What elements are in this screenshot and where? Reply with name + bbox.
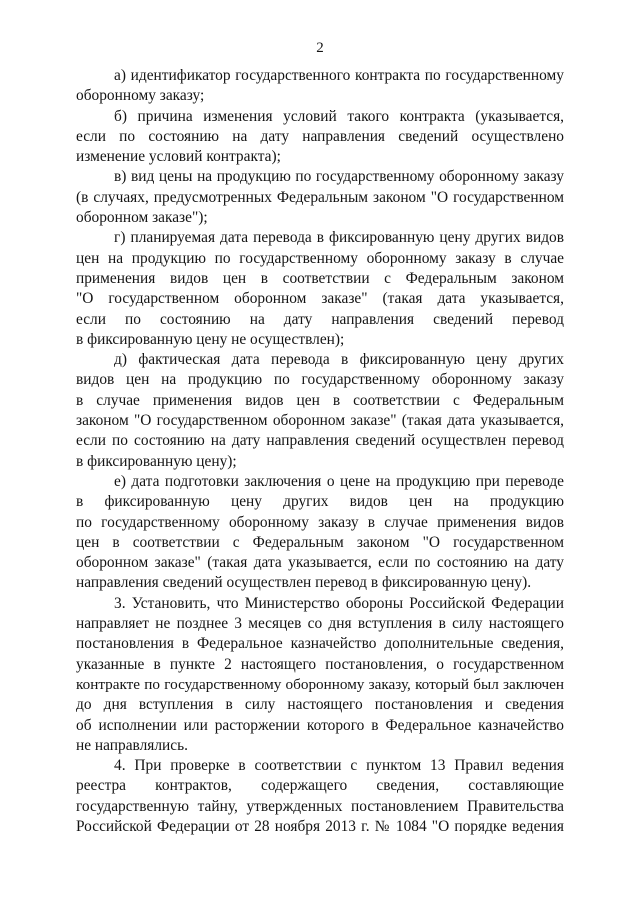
text-line: до дня вступления в силу настоящего постановления и сведения [76,696,564,714]
text-line: направляет не позднее 3 месяцев со дня вступления в силу настоящего [76,615,564,633]
text-line: д) фактическая дата перевода в фиксированную цену других [114,351,564,369]
text-line: указанные в пункте 2 настоящего постановления, о государственном [76,655,564,673]
text-line: оборонном заказе" (такая дата указывается, если по состоянию на дату [76,554,564,572]
paragraph-item-g [76,228,564,350]
paragraph-item-a [76,66,564,107]
paragraph-3 [76,594,564,756]
text-line: в случае применения видов цен в соответствии с Федеральным [76,391,564,409]
text-line: 3. Установить, что Министерство обороны Российской Федерации [114,594,564,612]
text-line: применения видов цен в соответствии с Федеральным законом [76,269,564,287]
text-line: оборонном заказе"); [76,209,208,227]
text-line: б) причина изменения условий такого контракта (указывается, [114,107,564,125]
text-line: е) дата подготовки заключения о цене на продукцию при переводе [114,472,564,490]
text-line: в фиксированную цену других видов цен на продукцию [76,493,564,511]
text-line: реестра контрактов, содержащего сведения, составляющие [76,777,564,795]
text-line: в) вид цены на продукцию по государственному оборонному заказу [114,168,564,186]
text-line: (в случаях, предусмотренных Федеральным законом "О государственном [76,188,564,206]
document-body [76,66,564,837]
paragraph-item-d [76,350,564,472]
text-line: об исполнении или расторжении которого в Федеральное казначейство [76,716,564,734]
text-line: если по состоянию на дату направления сведений осуществлен перевод [76,432,564,450]
text-line: Российской Федерации от 28 ноября 2013 г. № 1084 "О порядке ведения [76,817,564,835]
page-number: 2 [316,40,324,56]
text-line: видов цен на продукцию по государственному оборонному заказу [76,371,564,389]
text-line: постановления в Федеральное казначейство дополнительные сведения, [76,635,564,653]
paragraph-item-b [76,107,564,168]
paragraph-item-e [76,472,564,594]
text-line: если по состоянию на дату направления сведений осуществлено [76,127,564,145]
text-line: "О государственном оборонном заказе" (такая дата указывается, [76,290,564,308]
text-line: если по состоянию на дату направления сведений перевод [76,310,564,328]
text-line: цен в соответствии с Федеральным законом "О государственном [76,533,564,551]
text-line: по государственному оборонному заказу в случае применения видов [76,513,564,531]
text-line: контракте по государственному оборонному заказу, который был заключен [76,675,564,693]
text-line: направления сведений осуществлен перевод в фиксированную цену). [76,574,532,592]
text-line: оборонному заказу; [76,87,205,105]
text-line: не направлялись. [76,736,188,754]
text-line: законом "О государственном оборонном заказе" (такая дата указывается, [76,412,564,430]
text-line: изменение условий контракта); [76,148,281,166]
text-line: в фиксированную цену не осуществлен); [76,330,345,348]
paragraph-4 [76,756,564,837]
text-line: государственную тайну, утвержденных постановлением Правительства [76,797,564,815]
text-line: цен на продукцию по государственному оборонному заказу в случае [76,249,564,267]
text-line: а) идентификатор государственного контракта по государственному [114,67,564,84]
text-line: в фиксированную цену); [76,452,237,470]
paragraph-item-v [76,167,564,228]
text-line: 4. При проверке в соответствии с пунктом 13 Правил ведения [114,757,564,775]
text-line: г) планируемая дата перевода в фиксированную цену других видов [114,229,564,247]
